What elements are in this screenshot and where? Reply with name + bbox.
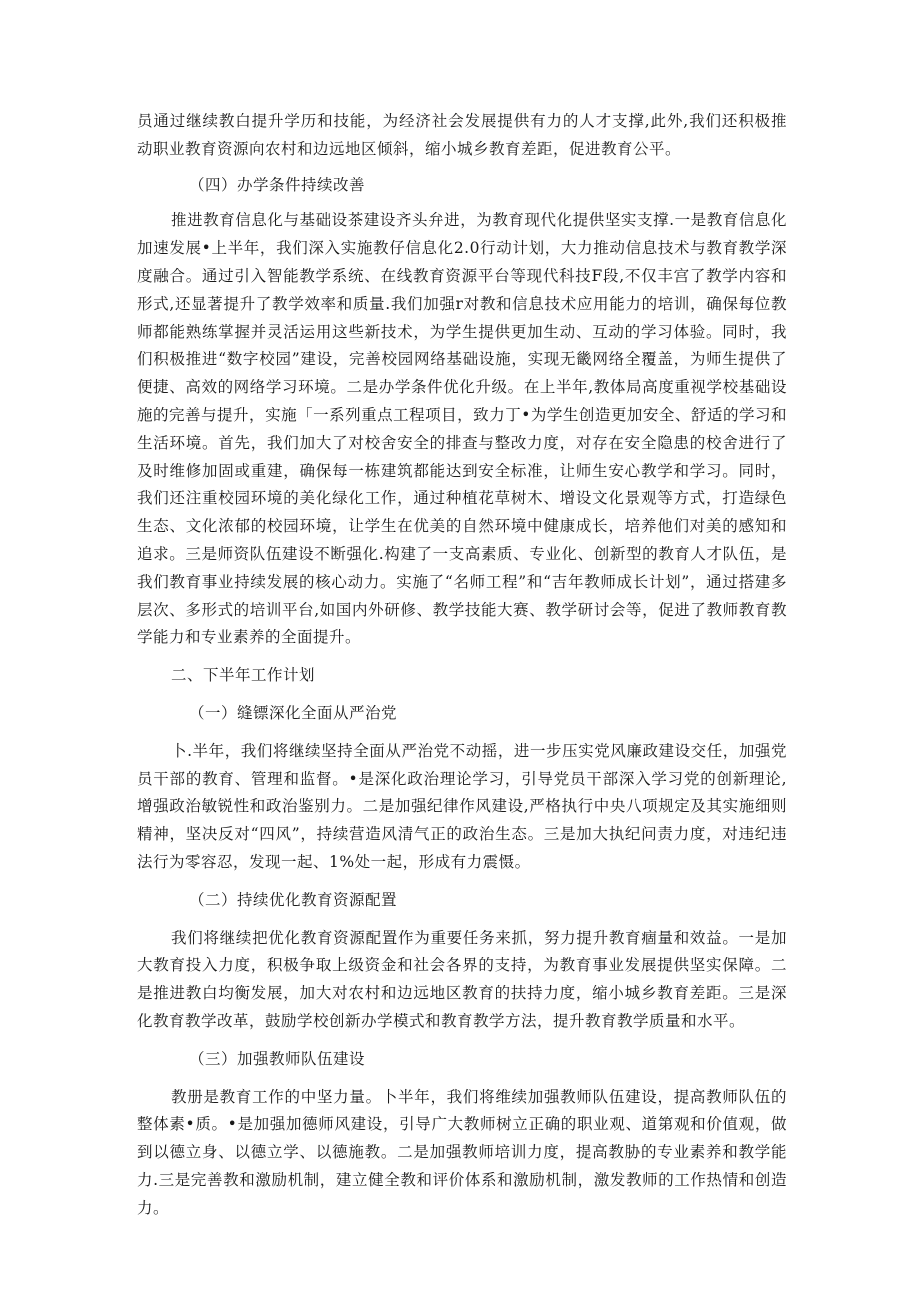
heading-resources: （二）持续优化教育资源配置 bbox=[189, 890, 398, 909]
paragraph-resources: 我们将继续把优化教育资源配置作为重要任务来抓，努力提升教育痼量和效益。一是加大教育投入力度，积极争取上级资金和社会各界的支持，为教育事业发展提供坚实保障。二是推进教白均衡发展，加大对农村和边远地区教育的扶持力度，缩小城乡教育差距。三是深化教育教学改革，鼓励学校创新办学模式和教育教学方法，提升教育教学质量和水平。 bbox=[137, 928, 787, 1030]
paragraph-teachers: 教册是教育工作的中坚力量。卜半年，我们将维续加强教师队伍建设，提高教师队伍的整体素•质。•是加强加德师风建设，引导广大教师树立正确的职业观、道第观和价值观，做到以德立身、以德立学、以德施教。二是加强教师培训力度，提高教胁的专业素养和教学能力.三是完善教和激励机制，建立健全教和评价体系和激励机制，激发教师的工作热情和创造力。 bbox=[137, 1087, 787, 1217]
heading-conditions: （四）办学条件持续改善 bbox=[189, 175, 366, 194]
heading-party-discipline: （一）缝镖深化全面从严治党 bbox=[189, 703, 398, 722]
heading-teachers: （三）加强教师队伍建设 bbox=[189, 1049, 366, 1068]
document-page bbox=[137, 108, 787, 1222]
paragraph-conditions: 推进教育信息化与基础设茶建设齐头弁进，为教育现代化提供坚实支撑.一是教育信息化加速发展•上半年，我们深入实施教仔信息化2.0行动计划，大力推动信息技术与教育教学深度融合。通过引入智能教学系统、在线教育资源平台等现代科技F段,不仅丰宫了教学内容和形式,还显著提升了教学效率和质量.我们加强r对教和信息技术应用能力的培训，确保每位教师都能熟练掌握并灵活运用这些新技术，为学生提供更加生动、互动的学习体验。同时，我们积极推进“数字校园”建设，完善校园网络基础设施，实现无畿网络全覆盖，为师生提供了便捷、高效的网络学习环境。二是办学条件优化升级。在上半年,教体局高度重视学校基础设施的完善与提升，实施「一系列重点工程项目，致力丁•为学生创造更加安全、舒适的学习和生活环境。首先，我们加大了对校舍安全的排查与整改力度，对存在安全隐患的校舍进行了及时维修加固或重建，确保每一栋建筑都能达到安全标准，让师生安心教学和学习。同时，我们还注重校园环境的美化绿化工作，通过种植花草树木、增设文化景观等方式，打造绿色生态、文化浓郁的校园环境，让学生在优美的自然环境中健康成长，培养他们对美的感知和追求。三是师资队伍建设不断强化.构建了一支高素质、专业化、创新型的教育人才队伍，是我们教育事业持续发展的核心动力。实施了“名师工程”和“吉年教师成长计划”，通过搭建多层次、多形式的培训平台,如国内外研修、教学技能大赛、教学研讨会等，促进了教师教育教学能力和专业素养的全面提升。 bbox=[137, 211, 787, 647]
paragraph-party-discipline: 卜.半年，我们将继续坚持全面从严治党不动摇，进一步压实党风廉政建设交任，加强党员干部的教育、管理和监督。•是深化政治理论学习，引导党员干部深入学习党的创新理论,增强政治敏锐性和政治鉴别力。二是加强纪律作风建设,严格执行中央八项规定及其实施细则精神，坚决反对“四风”，持续营造风清气正的政治生态。三是加大执纪问责力度，对违纪违法行为零容忍，发现一起、1%处一起，形成有力震慑。 bbox=[137, 741, 787, 871]
heading-second-half-plan: 二、下半年工作计划 bbox=[171, 666, 316, 685]
paragraph-continuation: 员通过继续教白提升学历和技能，为经济社会发展提供有力的人才支撑,此外,我们还积极推动职业教育资源向农村和边远地区倾斜，缩小城乡教育差距，促进教育公平。 bbox=[137, 112, 787, 158]
